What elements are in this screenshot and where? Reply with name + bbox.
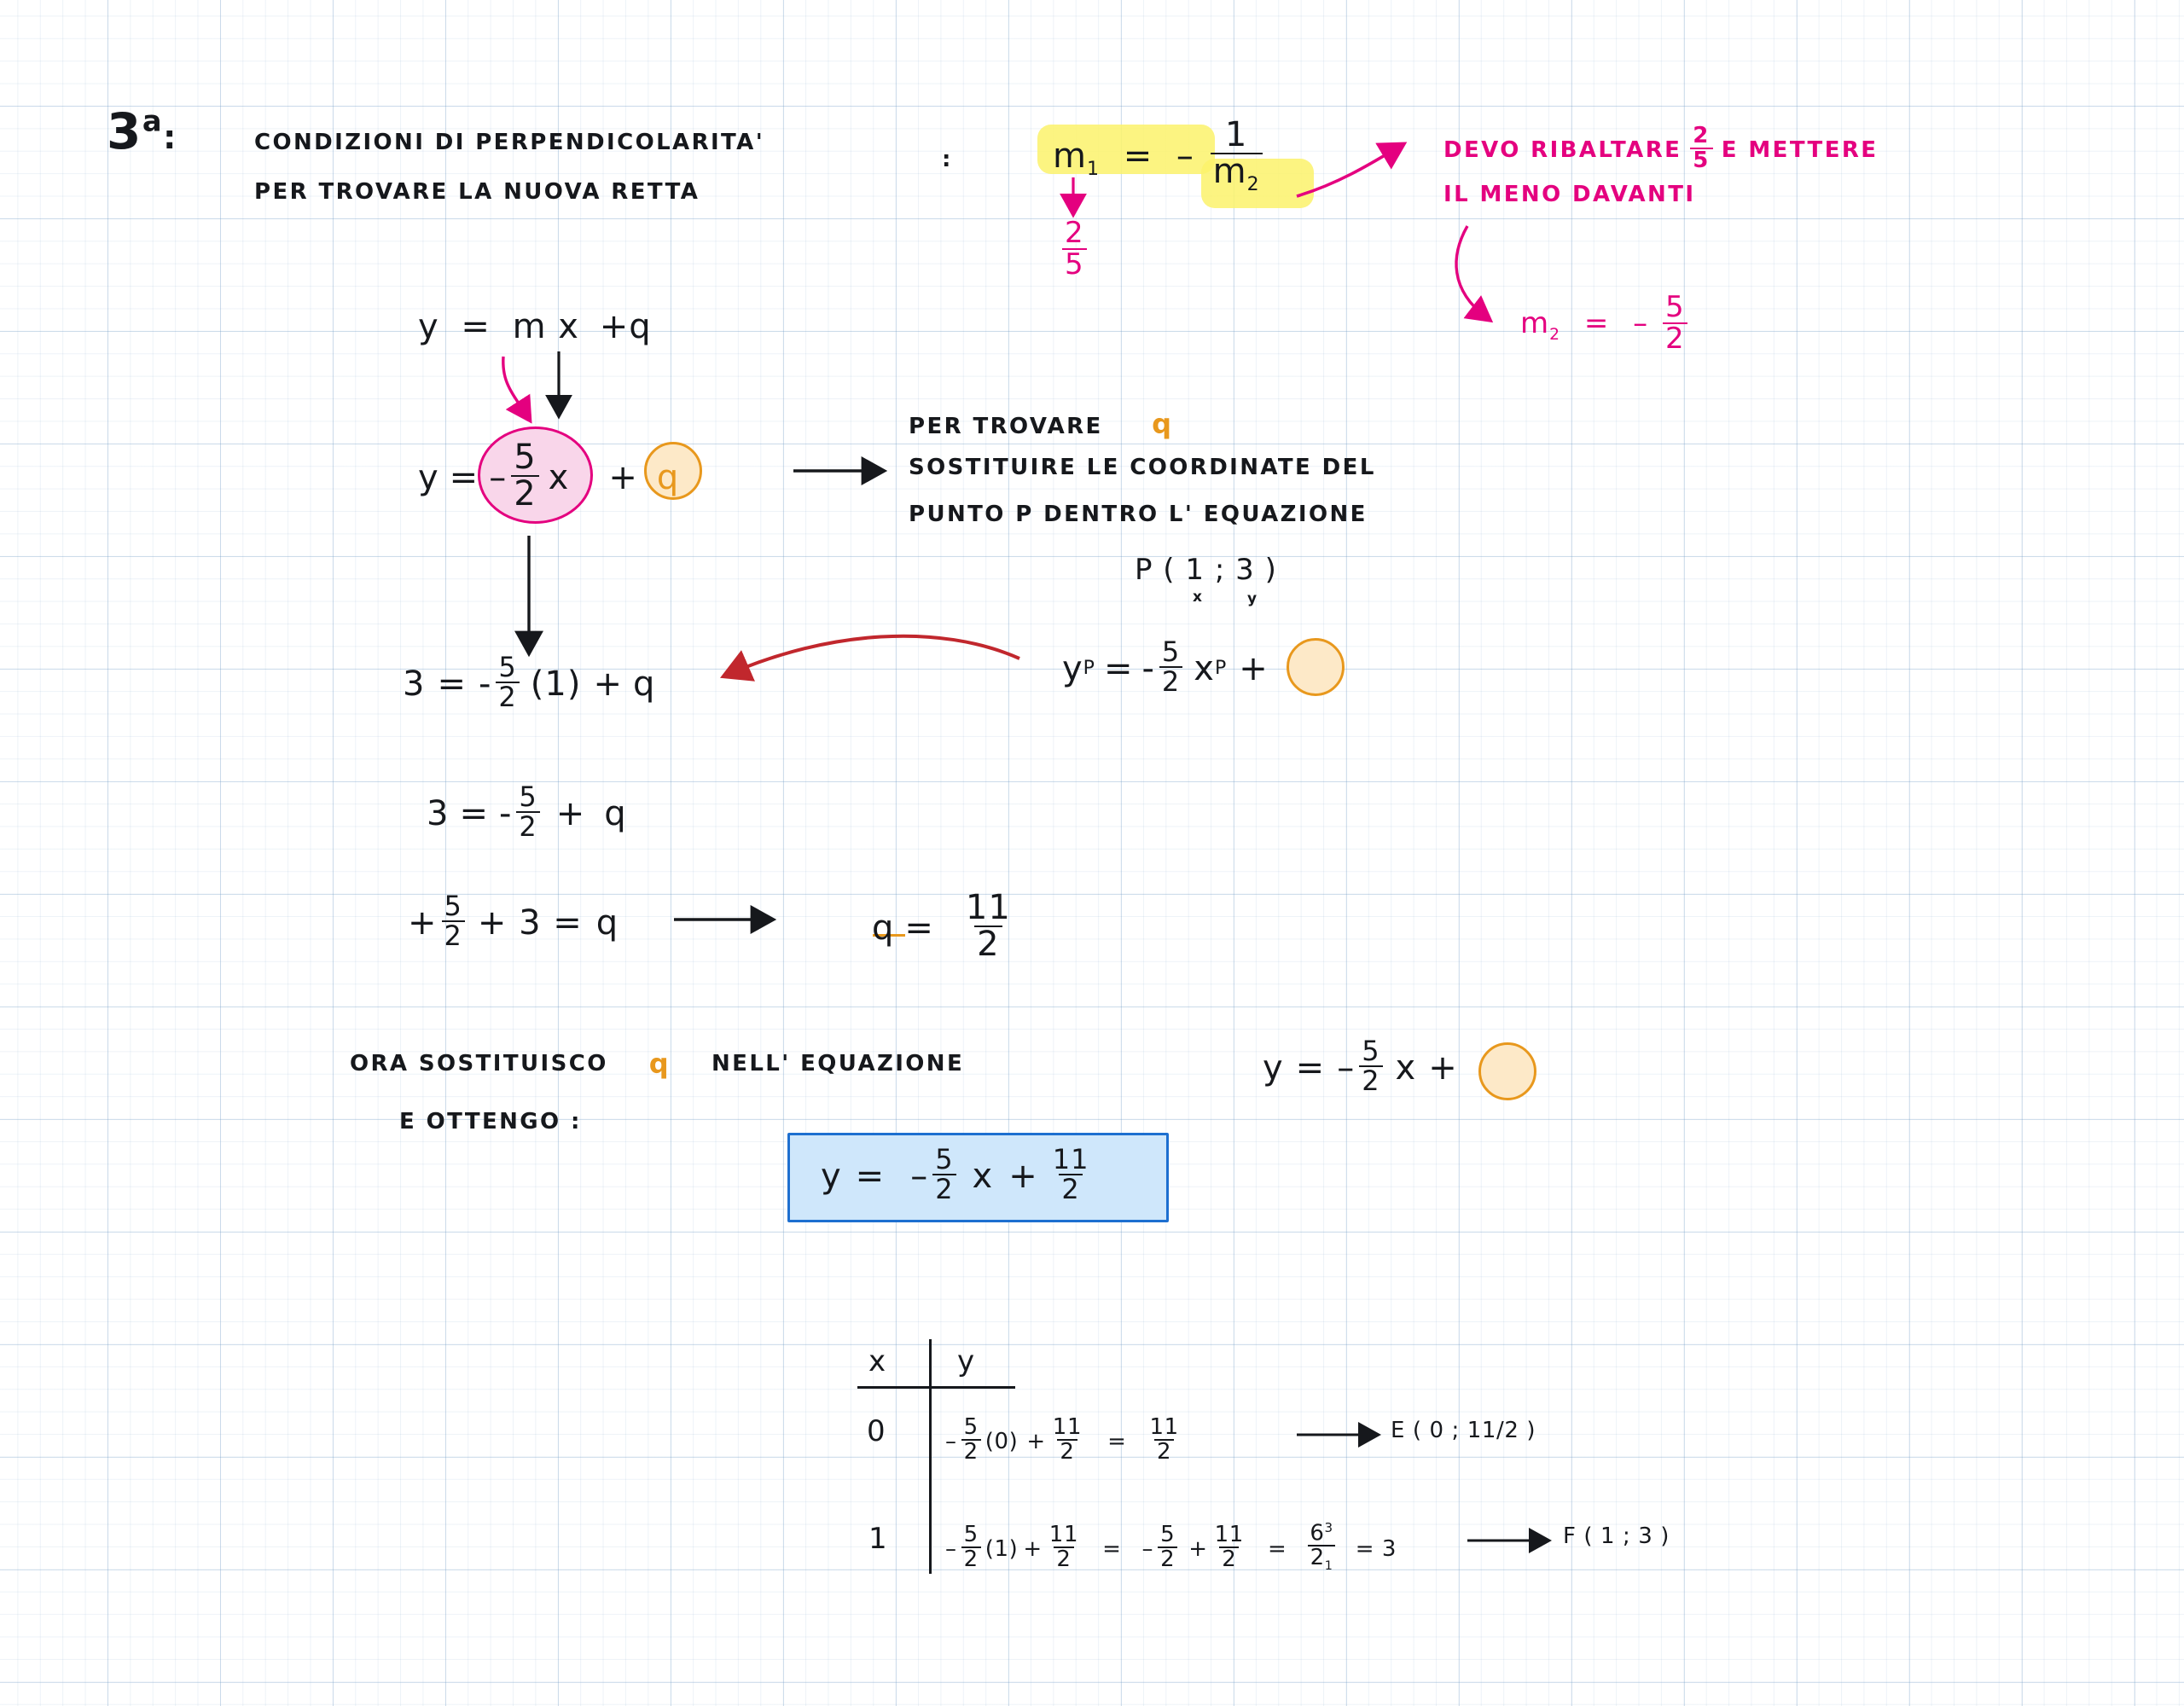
step-substitution xyxy=(403,651,656,713)
boxed-equation xyxy=(821,1143,1095,1205)
slope-line-q: q xyxy=(656,457,680,497)
generic-plusq: +q xyxy=(599,307,652,346)
iso-fraction xyxy=(442,890,465,952)
eqp-x-sub: P xyxy=(1214,658,1228,680)
iso-frac-den: 2 xyxy=(442,920,465,950)
final-note-equation xyxy=(1263,1035,1502,1097)
note-find-q-text: PER TROVARE xyxy=(909,414,1103,439)
r2-num-1: 5 xyxy=(963,1522,979,1548)
simp-q: q xyxy=(604,793,627,833)
pink-note-fraction xyxy=(1690,125,1713,171)
box-num-1: 5 xyxy=(935,1143,954,1175)
box-den-1: 2 xyxy=(932,1174,956,1204)
sub-fraction xyxy=(496,653,519,711)
generic-mx: m x xyxy=(512,307,579,346)
r2-plus: + xyxy=(1023,1535,1043,1562)
table-row-1-expression xyxy=(945,1414,1186,1465)
circle-q-3 xyxy=(1478,1042,1536,1100)
step-isolate xyxy=(408,890,619,952)
r2-fraction-1 xyxy=(961,1523,981,1570)
fne-num: 5 xyxy=(1362,1035,1380,1067)
point-p-close: ) xyxy=(1264,553,1277,587)
m1-equals: = xyxy=(1123,136,1153,177)
m1-fraction-numerator: 1 xyxy=(1224,115,1248,154)
pink-note-frac-den: 5 xyxy=(1690,148,1713,172)
eqp-frac-num: 5 xyxy=(1161,635,1181,668)
m1-label: m xyxy=(1053,136,1087,177)
eqp-plus: + xyxy=(1239,648,1269,688)
simp-fraction xyxy=(516,780,539,843)
eqp-y-sub: P xyxy=(1083,658,1095,680)
table-row-2-expression xyxy=(945,1520,1397,1575)
step-colon: : xyxy=(163,119,177,156)
iso-q: q xyxy=(595,902,619,943)
r2-simpl-den-sub: 1 xyxy=(1324,1559,1333,1574)
sub-paren: (1) xyxy=(530,664,582,704)
generic-line-equation xyxy=(418,307,652,346)
step-number xyxy=(107,102,177,160)
fne-y: y xyxy=(1263,1047,1284,1088)
table-row-1-point: E ( 0 ; 11/2 ) xyxy=(1391,1418,1536,1443)
m1-fraction-denominator xyxy=(1211,153,1263,194)
heading-line-2: PER TROVARE LA NUOVA RETTA xyxy=(254,179,700,205)
sub-minus: - xyxy=(478,664,492,704)
point-p xyxy=(1135,553,1277,587)
m2-fraction xyxy=(1663,290,1687,356)
iso-plus1: + xyxy=(408,902,438,943)
r2-simpl-num xyxy=(1307,1522,1335,1545)
step-number-value: 3 xyxy=(107,102,142,160)
box-plus: + xyxy=(1008,1156,1038,1196)
sub-q: q xyxy=(632,664,656,704)
m2-frac-den: 2 xyxy=(1663,322,1687,354)
r1-result-fraction xyxy=(1147,1416,1181,1463)
simp-plus: + xyxy=(555,793,586,833)
r2-den-1: 2 xyxy=(961,1546,981,1571)
box-num-2: 11 xyxy=(1052,1143,1089,1175)
box-x: x xyxy=(972,1156,994,1196)
q-result-symbol: q xyxy=(872,908,895,948)
fne-plus: + xyxy=(1428,1047,1458,1088)
note-find-q-symbol: q xyxy=(1152,408,1174,440)
r2-mid-den-1: 2 xyxy=(1158,1546,1177,1571)
final-note-text-a: ORA SOSTITUISCO xyxy=(350,1051,608,1076)
r1-den-1: 2 xyxy=(961,1439,981,1464)
box-fraction-1 xyxy=(932,1143,956,1205)
table-row-2-point: F ( 1 ; 3 ) xyxy=(1563,1523,1670,1549)
heading-colon: : xyxy=(942,147,953,172)
slope-line-x: x xyxy=(548,457,570,497)
sub-equals: = xyxy=(437,664,467,704)
r2-paren: (1) xyxy=(985,1535,1019,1562)
m1-minus: – xyxy=(1176,136,1194,177)
point-p-x: 1 xyxy=(1185,553,1205,587)
pink-note-line-1 xyxy=(1443,123,1879,173)
simp-minus: - xyxy=(498,793,513,833)
box-minus: – xyxy=(910,1156,929,1196)
slope-line-equals: = xyxy=(449,457,479,497)
formula-m1 xyxy=(1053,115,1267,196)
point-p-x-label: x xyxy=(1193,589,1204,606)
slope-line-minus: – xyxy=(489,457,508,497)
r2-simplified-fraction xyxy=(1307,1522,1335,1573)
eqp-x: x xyxy=(1194,648,1215,688)
table-header-x: x xyxy=(868,1344,887,1378)
fne-fraction xyxy=(1359,1035,1382,1097)
pink-note-text-b: E METTERE xyxy=(1721,136,1879,163)
m2-sub: 2 xyxy=(1549,325,1561,344)
line-with-slope xyxy=(418,438,680,514)
box-fraction-2 xyxy=(1050,1143,1092,1205)
simp-lhs: 3 xyxy=(427,793,450,833)
fne-equals: = xyxy=(1295,1047,1326,1088)
value-two-fifths xyxy=(1058,216,1091,281)
note-find-q-line-1 xyxy=(909,408,1173,440)
point-p-y: 3 xyxy=(1235,553,1255,587)
result-m2 xyxy=(1520,290,1692,356)
table-header-rule xyxy=(857,1386,1015,1389)
table-vertical-rule xyxy=(929,1339,932,1574)
eqp-equals: = xyxy=(1103,648,1134,688)
m2-minus: – xyxy=(1633,306,1649,341)
r2-simpl-den-value: 2 xyxy=(1310,1545,1325,1571)
r1-minus: – xyxy=(945,1428,957,1454)
fne-den: 2 xyxy=(1359,1065,1382,1095)
r2-equals: = xyxy=(1102,1535,1122,1562)
r1-result-den: 2 xyxy=(1154,1439,1174,1464)
box-y: y xyxy=(821,1156,842,1196)
r2-simpl-den xyxy=(1308,1545,1336,1573)
r2-mid-minus: – xyxy=(1141,1535,1154,1562)
pink-note-frac-num: 2 xyxy=(1693,123,1711,148)
r2-mid-den-2: 2 xyxy=(1219,1546,1239,1571)
r1-paren: (0) xyxy=(985,1428,1019,1454)
box-equals: = xyxy=(855,1156,886,1196)
m1-fraction xyxy=(1211,115,1263,195)
heading-line-1: CONDIZIONI DI PERPENDICOLARITA' xyxy=(254,130,765,155)
table-row-1-x: 0 xyxy=(867,1414,886,1448)
r2-mid-num-2: 11 xyxy=(1214,1522,1244,1548)
circle-q-2 xyxy=(1287,638,1345,696)
q-result-num: 11 xyxy=(965,888,1011,927)
final-note-q: q xyxy=(648,1047,671,1080)
point-p-open: P ( xyxy=(1135,553,1176,587)
r2-mid-num-1: 5 xyxy=(1160,1522,1176,1548)
slope-frac-num: 5 xyxy=(514,438,537,477)
r1-fraction-2 xyxy=(1050,1416,1084,1463)
sub-plus: + xyxy=(593,664,623,704)
eqp-frac-den: 2 xyxy=(1159,666,1182,696)
two-fifths-fraction xyxy=(1062,218,1087,279)
q-result xyxy=(872,888,1018,964)
note-find-q-line-2: SOSTITUIRE LE COORDINATE DEL xyxy=(909,455,1376,480)
generic-equals: = xyxy=(461,307,491,346)
r2-mid-plus: + xyxy=(1188,1535,1208,1562)
r1-plus: + xyxy=(1026,1428,1046,1454)
two-fifths-num: 2 xyxy=(1065,216,1084,250)
final-note-line-1 xyxy=(350,1047,964,1080)
note-find-q-line-3: PUNTO P DENTRO L' EQUAZIONE xyxy=(909,502,1368,527)
sub-lhs: 3 xyxy=(403,664,426,704)
r1-equals: = xyxy=(1107,1428,1127,1454)
r2-den-2: 2 xyxy=(1054,1546,1073,1571)
fne-minus: – xyxy=(1337,1047,1356,1088)
m1-den-sub: 2 xyxy=(1246,173,1260,195)
m2-equals: = xyxy=(1583,306,1610,341)
q-result-fraction xyxy=(963,888,1014,964)
m2-label: m xyxy=(1520,306,1550,341)
q-result-den: 2 xyxy=(974,926,1002,962)
simp-frac-num: 5 xyxy=(519,780,537,813)
two-fifths-den: 5 xyxy=(1062,248,1087,280)
r1-num-1: 5 xyxy=(963,1414,979,1440)
final-note-text-b: NELL' EQUAZIONE xyxy=(712,1051,965,1076)
r1-fraction-1 xyxy=(961,1416,981,1463)
r2-mid-fraction-1 xyxy=(1158,1523,1177,1570)
sub-frac-num: 5 xyxy=(498,651,517,683)
r2-simpl-num-sup: 3 xyxy=(1324,1520,1333,1535)
r2-simpl-num-value: 6 xyxy=(1310,1520,1325,1546)
simp-frac-den: 2 xyxy=(516,811,539,841)
table-header-y: y xyxy=(957,1344,976,1378)
fne-x: x xyxy=(1395,1047,1417,1088)
m2-frac-num: 5 xyxy=(1664,290,1685,324)
table-row-2-x: 1 xyxy=(868,1522,888,1556)
r2-num-2: 11 xyxy=(1048,1522,1079,1548)
slope-fraction xyxy=(511,440,538,512)
step-ordinal: a xyxy=(142,104,164,138)
q-result-equals: = xyxy=(904,908,934,948)
r1-den-2: 2 xyxy=(1057,1439,1077,1464)
iso-frac-num: 5 xyxy=(444,890,462,922)
simp-equals: = xyxy=(459,793,489,833)
r2-fraction-2 xyxy=(1047,1523,1081,1570)
generic-y: y xyxy=(418,307,439,346)
box-den-2: 2 xyxy=(1059,1174,1082,1204)
r1-num-2: 11 xyxy=(1052,1414,1083,1440)
eqp-minus: - xyxy=(1141,648,1155,688)
point-p-semicolon: ; xyxy=(1214,553,1226,587)
eqp-y: y xyxy=(1062,648,1083,688)
eqp-fraction xyxy=(1159,635,1182,698)
m1-den-m: m xyxy=(1212,151,1247,191)
sub-frac-den: 2 xyxy=(496,682,519,711)
pink-note-line-2: IL MENO DAVANTI xyxy=(1443,182,1696,207)
final-note-line-2: E OTTENGO : xyxy=(399,1109,582,1134)
r2-minus: – xyxy=(945,1535,957,1562)
equation-at-point xyxy=(1062,635,1313,698)
point-p-y-label: y xyxy=(1247,590,1258,607)
r2-mid-fraction-2 xyxy=(1212,1523,1246,1570)
slope-line-plus: + xyxy=(608,457,638,497)
r2-result: = 3 xyxy=(1355,1535,1397,1562)
slope-frac-den: 2 xyxy=(511,475,538,512)
m1-subscript: 1 xyxy=(1086,159,1100,181)
slope-line-y: y xyxy=(418,457,439,497)
pink-note-text-a: DEVO RIBALTARE xyxy=(1443,136,1682,163)
r2-equals-2: = xyxy=(1267,1535,1287,1562)
iso-plus2: + 3 = xyxy=(477,902,583,943)
r1-result-num: 11 xyxy=(1149,1414,1179,1440)
step-simplify xyxy=(427,780,627,843)
